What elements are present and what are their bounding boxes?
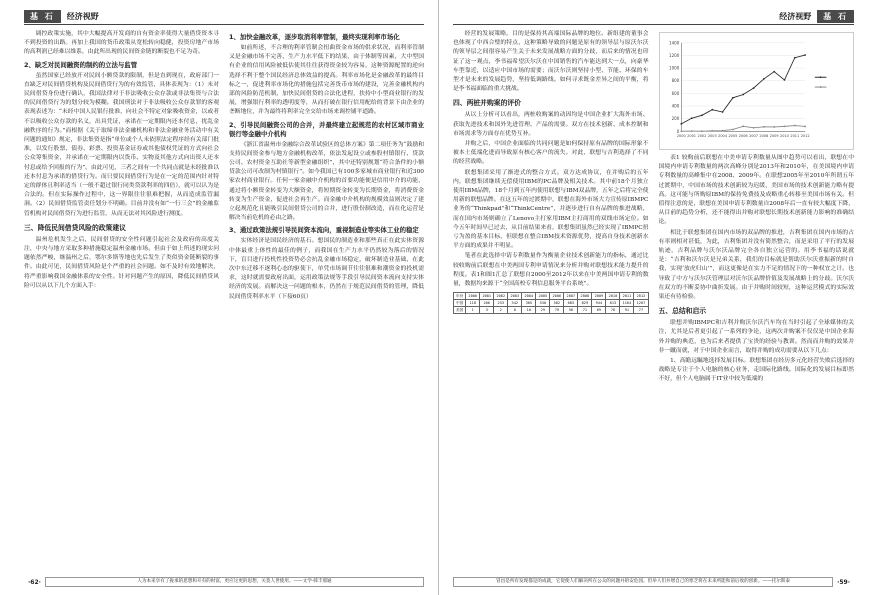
paragraph: 温州危机发生之后，民间借贷的安全性问题引起社会及政府的高度关注，中央与地方采取多种措施稳定温州金融市场。但由于如上所述的现实问题依然严峻，继温州之后，鄂尔多斯等地也先后发生了类似资金链断裂的事件。由此可见，民间借贷风险是个严重的社会问题。如不及时有效地解决，将严重影响我国金融体系的安全性。针对问题产生的原因，降低民间借贷风险可以从以下几个方面入手： bbox=[24, 236, 219, 289]
right-page bbox=[439, 0, 878, 595]
x-tick-label: 2010 bbox=[779, 134, 789, 139]
right-column-1-text bbox=[453, 30, 649, 289]
section-heading: 1、加快金融改革，逐步取消利率管制，最终实现利率市场化 bbox=[229, 33, 400, 41]
legend-marker-1 bbox=[819, 86, 821, 88]
right-header-section: 经济视野 bbox=[779, 11, 812, 21]
section-heading: 五、总结和启示 bbox=[658, 307, 707, 316]
table-cell: 1 bbox=[466, 307, 480, 314]
paragraph: 1、高瞻远瞩地选择发展目标。联想集团在经历多元化经营失败后选择的战略是专注于个人电脑的核心业务，走国际化路线。国际化的发展目标即然不好，但个人电脑属于IT业中较为低端的 bbox=[658, 358, 854, 383]
table-cell: 2010 bbox=[606, 293, 620, 300]
table-cell: 56 bbox=[564, 307, 578, 314]
table-cell: 2000 bbox=[466, 293, 480, 300]
table-cell: 813 bbox=[606, 300, 620, 307]
table-cell: 305 bbox=[522, 300, 536, 307]
section-heading: 3、通过政策法规引导民间资本流向，重视制造业等实体工业的稳定 bbox=[229, 226, 419, 235]
right-footer-quote: 冒昌是所有发现都是的成就，它促使人们解决所在公众的问题并的安危园。但举人们并增自己的寒乏将在未来所能和前后收的创新。——托尔斯泰 bbox=[453, 577, 833, 587]
data-point bbox=[690, 130, 692, 132]
paragraph: 调控政策实施，其中大幅提高开发商的自有资金率使得大量借贷资本寻不到投资的出路。再加上我国的货币政策从宽松转向稳健，投资房地产市场的高利润已经难以维系，由此所出现的民间资金链的断裂也不足为奇。 bbox=[24, 31, 219, 56]
table-cell: 2004 bbox=[522, 293, 536, 300]
left-columns bbox=[24, 30, 424, 573]
right-column-2-text bbox=[659, 154, 855, 385]
y-tick-label: 200 bbox=[671, 116, 679, 122]
patent-chart-svg bbox=[660, 33, 854, 149]
right-column-2 bbox=[659, 30, 855, 573]
data-point bbox=[804, 54, 806, 56]
x-tick-label: 2001 bbox=[686, 134, 696, 139]
paragraph: 并购之后，中国企业面临的共同问题是如何保持原有品牌的国际形象不被本土低端化进而导致原有核心客户的流失。对此，联想与吉利选择了不同的经营战略。 bbox=[453, 141, 649, 166]
paragraph: 实体经济是国民经济的基石。想国民的制造业和那些真正在此实体资源中体最重上体性的最佳的例子，而我国在生产力水平仍然较为落后的情况下，盲目进行投机性投资势必会抗乱金融市场稳定，破坏制造业基础，在此次中东迁移不逐利心态的驱使下，单凭市场调节往往很难和潮资金的投机需求，这时就需要政府出面，运用政策法规等手段引导民间资本流向支持实体经济的发展。而解决这一问题的根本，仍然在于规范民间借贷的管理，降低民间借贷利率水平（下接60页） bbox=[229, 238, 424, 300]
section-heading: 四、两桩并购案的评价 bbox=[453, 99, 521, 108]
data-point bbox=[793, 125, 795, 127]
data-point bbox=[732, 129, 734, 131]
data-point bbox=[680, 123, 682, 125]
table-cell: 3 bbox=[480, 307, 494, 314]
left-page-number: ·62· bbox=[28, 578, 41, 586]
section-heading: 三、降低民间借贷风险的政策建议 bbox=[24, 223, 126, 232]
table-cell: 2003 bbox=[508, 293, 522, 300]
table-cell: 中国 bbox=[454, 300, 466, 307]
legend-marker-0 bbox=[819, 76, 821, 78]
table-cell: 年份 bbox=[454, 293, 466, 300]
data-point bbox=[773, 126, 775, 128]
table-cell: 206 bbox=[480, 300, 494, 307]
left-header-section: 经济视野 bbox=[66, 11, 99, 21]
table-cell: 2005 bbox=[536, 293, 550, 300]
data-point bbox=[721, 111, 723, 113]
section-heading: 2、缺乏对民间融资的制约的立法与监管 bbox=[24, 60, 138, 69]
data-point bbox=[701, 114, 703, 116]
left-page-footer bbox=[24, 575, 424, 589]
data-point bbox=[701, 130, 703, 132]
data-point bbox=[783, 79, 785, 81]
data-point bbox=[742, 125, 744, 127]
paragraph: 从以上分析可以看出，两桩收购案的动因均是中国企业扩大海外市场、获取先进技术和国外先进管理、产品的需要。双方在技术创新、成本控制和市场需求等方面存在优势互补。 bbox=[453, 112, 649, 137]
data-point bbox=[680, 130, 682, 132]
patent-table bbox=[453, 292, 649, 314]
data-point bbox=[742, 94, 744, 96]
table-cell: 8 bbox=[508, 307, 522, 314]
y-tick-label: 0 bbox=[676, 128, 679, 134]
data-point bbox=[752, 87, 754, 89]
paragraph: 《浙江省温州市金融综合改革试验区的总体方案》第二项任务为“鼓励和支持民间资金参与地方金融机构改革，依法发起设立或参股村镇银行、贷款公司、农村资金互助社等新型金融组织”，其中还特别规划“符合条件的小额贷款公司可改制为村镇银行”。如今我国已有100多家城市商业银行和近300家农村商业银行。任何一家金融中介机构的首要功能便是信用中介的功能，通过将小额资金转变为大额资金，将短期资金转变为长期资金，将消费资金转变为生产资金，促进社会再生产。而金融中介机构的规模效益则决定了建立起规范化且能吸引民间借贷公司的合并，进行股份制改造，而在化运营是解决当前危机的必由之路。 bbox=[229, 141, 424, 222]
x-tick-label: 2005 bbox=[727, 134, 737, 139]
table-cell: 69 bbox=[592, 307, 606, 314]
data-point bbox=[711, 109, 713, 111]
x-tick-label: 2012 bbox=[800, 134, 810, 139]
right-page-header bbox=[453, 8, 854, 25]
data-point bbox=[762, 78, 764, 80]
table-cell: 2009 bbox=[592, 293, 606, 300]
left-header-badge: 基 石 bbox=[24, 10, 61, 23]
table-cell: 77 bbox=[634, 307, 648, 314]
table-cell: 2011 bbox=[620, 293, 634, 300]
right-column-1 bbox=[453, 30, 649, 573]
series-line-0 bbox=[681, 55, 805, 124]
table-cell: 2001 bbox=[480, 293, 494, 300]
table-cell: 78 bbox=[606, 307, 620, 314]
paragraph: 经营的发展策略，目的是保持其高端国际品牌的地位。新组建的董事会也体现了中西合璧的特点，这种策略导致的问题是原有的领导层与原沃尔沃的领导层之间很容易产生关于未来发展战略方面的分歧，而后来的情况也印证了这一观点，李书福希望沃尔沃在中国销售的汽车能达到大一点，向豪华车型靠近，以适应中国市场的需要；而沃尔沃则坚持小型、节能、环保的车型才是未来的发展趋势，坚持低调路线。如何寻求既金差异之间的平衡，将是李书福面临的重大挑战。 bbox=[453, 31, 649, 93]
x-tick-label: 2002 bbox=[696, 134, 706, 139]
table-cell: 91 bbox=[620, 307, 634, 314]
x-tick-label: 2007 bbox=[748, 134, 758, 139]
left-footer-quote: 人为本来享有了拢承的思想和开有的财富，更应这更的思想，关莫人世使用。——文学·韩丰那通 bbox=[45, 577, 424, 587]
paragraph: 联想并购IBMPC和吉利并购沃尔沃汽车均在当时引起了全球媒体的关注，尤其是后者更引起了一系列的争论，这两次并购案不仅仅是中国企业海外并购的典范，也为后来者提供了宝贵的经验与教训。然而而并购的效果并非一蹴而就，对于中国企业而言，取得并购的成功需要从以下几点： bbox=[658, 320, 854, 354]
left-column-2 bbox=[229, 30, 424, 573]
table-cell: 79 bbox=[550, 307, 564, 314]
y-tick-label: 600 bbox=[671, 90, 679, 96]
y-tick-label: 1000 bbox=[668, 65, 679, 71]
data-point bbox=[793, 57, 795, 59]
data-point bbox=[721, 130, 723, 132]
table-cell: 582 bbox=[550, 300, 564, 307]
table-cell: 2007 bbox=[564, 293, 578, 300]
data-point bbox=[752, 127, 754, 129]
paragraph: 相比于联想集团在国内市场的双品牌的推进，吉利集团在国内市场的占有率则相对甚低，为此，吉利集团并没有简然整合，而是采用了平行的发展轨迹，吉利品牌与沃尔沃品牌完全各自独立运营的。用李书福的话说就是：“吉利和沃尔沃是兄弟关系，我们的目标就是帮助沃尔沃重振新的时自我，实现‘放虎归山’”，而这更像是在实力不足的情况下的一种权宜之计。也导致了中方与沃尔沃管理层对沃尔沃品牌价值及发展战略上的分歧。沃尔沃在双方的不断妥协中曲折发展。由于并购时间较短，这种运营模式的实际效果还有待检验。 bbox=[658, 229, 854, 301]
right-header-badge: 基 石 bbox=[817, 10, 854, 23]
paragraph: 如前所述，不合理的利率管制会扭曲资金市场的供求状况，而利率管制又是金融市场不完善、生产力水平低下的结果，由于体制等因素，大中型国有企业的信用风险被低估使其往往获得资金较为容易，这种资源配置的逆向选择不利于整个国民经济总体效益的提高。利率市场化是金融改革的最终目标之一，促进利率市场化的措施包括完善货币市场的建设，完善金融机构内部的风险防范机制，加快民间借贷的合法化进程，扶持中小型商业银行的发展，增强银行利率的透明度等，从而打破在银行信用配给的背景下由企业的垄断地位，并为最终将利率完全交给市场来调控铺平道路。 bbox=[229, 45, 424, 116]
y-tick-label: 800 bbox=[671, 78, 679, 84]
table-cell: 1207 bbox=[634, 300, 648, 307]
table-cell: 829 bbox=[578, 300, 592, 307]
x-tick-label: 2004 bbox=[717, 134, 727, 139]
data-point bbox=[783, 125, 785, 127]
table-cell: 1164 bbox=[620, 300, 634, 307]
right-page-footer bbox=[453, 575, 854, 589]
paragraph: 笔者在此选择中请专利数量作为衡量企业技术创新能力的指标，通过比较收购前后联想在中美两国专利申请情况来分析并购对联想技术能力提升的程度。表1和图1汇总了联想自2000至2012年以来在中美两国申请专利的数量，数据均来源于“全国高校专利信息服务平台系统”。 bbox=[453, 253, 649, 288]
table-cell: 2006 bbox=[550, 293, 564, 300]
table-cell: 253 bbox=[494, 300, 508, 307]
x-tick-label: 2000 bbox=[676, 134, 686, 139]
table-row bbox=[454, 300, 649, 307]
paragraph: 表1 较购前后联想在中美申请专利数量从图中趋势可以看出，联想在中国境内申请专利数量的两次高峰分别是2013年和2010年，在美国境内申请专利数量的高峰集中在2008、2009年。在联想2005年至2010年所谓五年过渡期中，中国市场的技术创新较为迟缓，美国市场的技术创新能力略有提高。这可能与所购原IBM的保持免费技及成略重心转移至美国市场有关。但值得注意的是，联想在美国申请专利数量自2008年后一直有较大幅度下降，从目前的趋势分析，还不能得出并购对联想长期技术创新能力影响的准确结论。 bbox=[658, 155, 854, 226]
left-page-header bbox=[24, 8, 424, 25]
y-tick-label: 1200 bbox=[668, 52, 679, 58]
table-cell: 2002 bbox=[494, 293, 508, 300]
data-point bbox=[711, 130, 713, 132]
table-cell: 2 bbox=[494, 307, 508, 314]
table-cell: 2008 bbox=[578, 293, 592, 300]
section-heading: 2、引导民间融资公司的合并，并最终建立起规范的农村区域市商业银行等金融中介机构 bbox=[229, 120, 424, 138]
table-cell: 118 bbox=[466, 300, 480, 307]
x-tick-label: 2006 bbox=[738, 134, 748, 139]
y-tick-label: 400 bbox=[671, 103, 679, 109]
table-cell: 2012 bbox=[634, 293, 648, 300]
table-row bbox=[454, 293, 649, 300]
patent-chart bbox=[659, 32, 855, 150]
y-tick-label: 1400 bbox=[668, 40, 679, 46]
table-cell: 71 bbox=[578, 307, 592, 314]
left-column-1 bbox=[24, 30, 219, 573]
right-columns bbox=[453, 30, 854, 573]
data-point bbox=[804, 126, 806, 128]
table-cell: 944 bbox=[592, 300, 606, 307]
right-page-number: ·59· bbox=[837, 578, 850, 586]
table-cell: 342 bbox=[508, 300, 522, 307]
data-point bbox=[773, 71, 775, 73]
table-cell: 683 bbox=[564, 300, 578, 307]
table-cell: 美国 bbox=[454, 307, 466, 314]
table-cell: 29 bbox=[536, 307, 550, 314]
data-point bbox=[732, 97, 734, 99]
paragraph: 虽然国家已经放开对民间小额贷款的限制，但是直到现在，政府部门一直缺乏对民间借贷机构及民间借贷行为的有效监管，具体表现为：（1）未对民间借贷身份进行确认，我国法律对于非法吸收公众存款或非法集资与合法的民间借贷行为的划分较为模糊。我国刑法对于非法吸收公众存款罪的客观表现表述为：“未经中国人民银行批准，向社会不特定对象吸收资金，以或者不以吸收公众存款的名义，出具凭证，承诺在一定期限内还本付息，扰乱金融秩序的行为。”而根据《关于取缔非法金融机构和非法金融业务活动中有关问题的通知》规定，非法集资是指“单位或个人未依照法定程序经有关部门批准，以发行股票、债券、彩票、投资基金证券或其他债权凭证的方式向社会公众筹集资金，并承诺在一定期限内以货币、实物及其他方式向出资人还本付息或给予回报的行为”。由此可见，三者之间有一个共同点就是未经批准以还本付息为承诺的借贷行为。而只要民间借贷行为是在一定的范围内针对特定的群体且利率适当（一般不超过银行同类贷款利率的四倍），就可以认为是合法的。但在实际操作过程中，这一界限往往很难把握，从而造成监管漏洞。（2）民间借贷监管责任划分不明确。目前并没有如“一行三会”的金融监管机构对民间借贷行为进行监管，从而无法对其风险进行测度。 bbox=[24, 72, 219, 217]
x-tick-label: 2003 bbox=[707, 134, 717, 139]
x-tick-label: 2009 bbox=[769, 134, 779, 139]
x-tick-label: 2008 bbox=[758, 134, 768, 139]
x-tick-label: 2011 bbox=[789, 134, 799, 139]
data-point bbox=[762, 126, 764, 128]
table-cell: 530 bbox=[536, 300, 550, 307]
data-point bbox=[690, 117, 692, 119]
paragraph: 联想集团采用了渐进式的整合方式。双方达成协议，在并购后的五年内，联想集团继续无偿使用IBM的PC品牌及相关技术。其中前18个月独立使用IBM品牌，18个月到五年内使用联想与IBM双品牌，五年之后将完全使用新的联想品牌。在这五年的过渡期中，联想在海外市场大力宣传原IBMPC业务的“Thinkpad”和“ThinkCentre”，并逐步进行自有品牌的推进战略，而在国内市场则确立了Lenovo主打家用IBM主打商用的双线市场定位。如今五年时间早已过去，从目前结果来看，联想集团虽然已经实现了IBMPC扭亏为盈的基本目标，但联想在整合IBM技术资源优势，提高自身技术创新水平方面的成果并不明显。 bbox=[453, 169, 649, 250]
table-row bbox=[454, 307, 649, 314]
table-cell: 10 bbox=[522, 307, 536, 314]
